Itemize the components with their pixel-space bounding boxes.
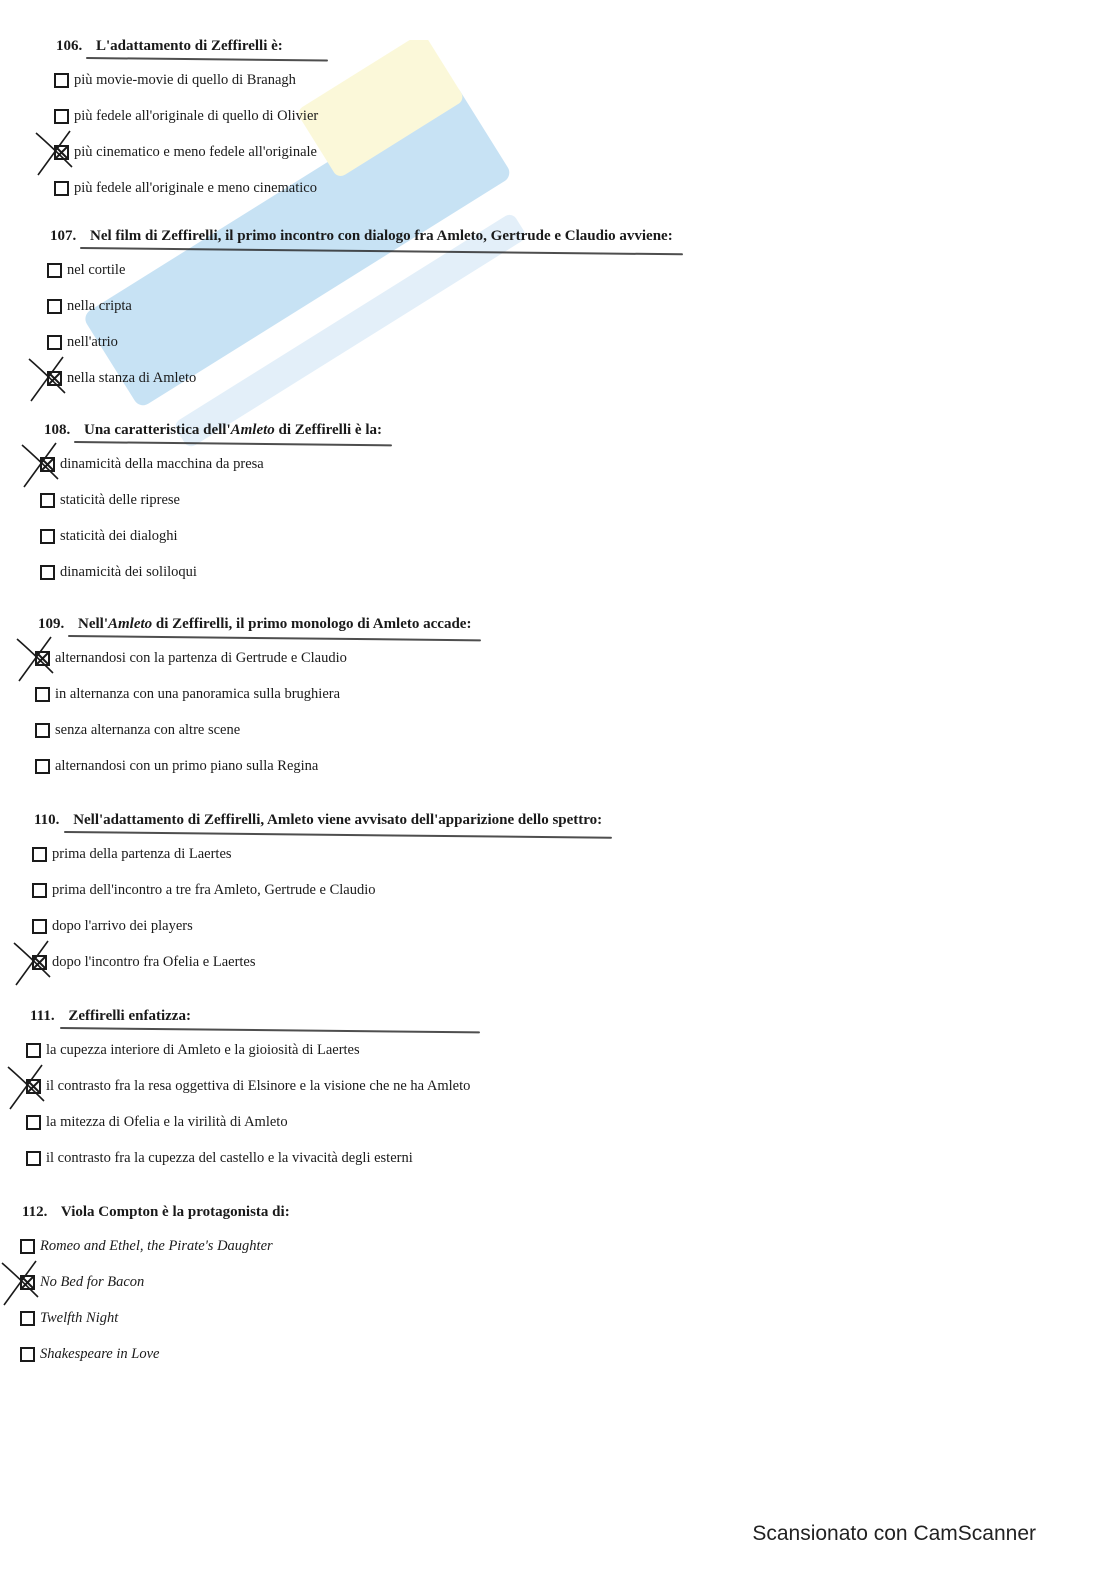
- option-item[interactable]: [54, 177, 318, 199]
- option-label: dinamicità dei soliloqui: [60, 563, 197, 580]
- question-title: [56, 38, 318, 55]
- option-label: il contrasto fra la cupezza del castello e la vivacità degli esterni: [46, 1149, 413, 1166]
- checkbox[interactable]: [47, 299, 62, 314]
- checkbox-checked[interactable]: [32, 955, 47, 970]
- option-item[interactable]: [54, 105, 318, 127]
- option-item[interactable]: [54, 141, 318, 163]
- options-list: [47, 259, 673, 389]
- question-109: [38, 616, 471, 791]
- option-item[interactable]: [35, 647, 471, 669]
- question-111: [30, 1008, 470, 1183]
- option-item[interactable]: [35, 683, 471, 705]
- checkbox[interactable]: [32, 883, 47, 898]
- options-list: [20, 1235, 290, 1365]
- option-item[interactable]: [35, 719, 471, 741]
- checkbox[interactable]: [32, 847, 47, 862]
- option-label: alternandosi con la partenza di Gertrude e Claudio: [55, 649, 347, 666]
- option-label: senza alternanza con altre scene: [55, 721, 241, 738]
- option-item[interactable]: [40, 489, 382, 511]
- option-item[interactable]: [32, 915, 602, 937]
- question-number: 107.: [50, 228, 77, 244]
- checkbox[interactable]: [32, 919, 47, 934]
- pen-underline: [68, 635, 481, 641]
- option-item[interactable]: [47, 331, 673, 353]
- option-item[interactable]: [47, 259, 673, 281]
- option-label: nel cortile: [67, 261, 126, 278]
- question-number: 106.: [56, 38, 83, 54]
- option-item[interactable]: [54, 69, 318, 91]
- checkbox[interactable]: [35, 687, 50, 702]
- options-list: [54, 69, 318, 199]
- question-110: [34, 812, 602, 987]
- option-label: Shakespeare in Love: [40, 1345, 160, 1362]
- option-label: Twelfth Night: [40, 1309, 119, 1326]
- checkbox[interactable]: [20, 1347, 35, 1362]
- option-item[interactable]: [47, 367, 673, 389]
- option-label: alternandosi con un primo piano sulla Regina: [55, 757, 319, 774]
- option-item[interactable]: [26, 1147, 470, 1169]
- checkbox-checked[interactable]: [40, 457, 55, 472]
- option-item[interactable]: [26, 1039, 470, 1061]
- option-label: dinamicità della macchina da presa: [60, 455, 264, 472]
- options-list: [26, 1039, 470, 1169]
- option-label: più movie-movie di quello di Branagh: [74, 71, 296, 88]
- option-item[interactable]: [35, 755, 471, 777]
- question-number: 108.: [44, 422, 71, 438]
- option-label: nella stanza di Amleto: [67, 369, 197, 386]
- title-text-italic: Amleto: [108, 616, 153, 632]
- option-item[interactable]: [40, 453, 382, 475]
- option-label: dopo l'incontro fra Ofelia e Laertes: [52, 953, 256, 970]
- question-number: 111.: [30, 1008, 55, 1024]
- question-title: [50, 228, 673, 245]
- checkbox[interactable]: [26, 1115, 41, 1130]
- title-text: Nell'adattamento di Zeffirelli, Amleto viene avvisato dell'apparizione dello spettro:: [73, 812, 603, 828]
- option-label: più cinematico e meno fedele all'originale: [74, 143, 317, 160]
- question-112: [22, 1204, 290, 1379]
- option-item[interactable]: [20, 1235, 290, 1257]
- question-title: [34, 812, 602, 829]
- x-mark-icon: [32, 955, 47, 970]
- checkbox[interactable]: [47, 335, 62, 350]
- option-label: la cupezza interiore di Amleto e la gioiosità di Laertes: [46, 1041, 360, 1058]
- x-mark-icon: [26, 1079, 41, 1094]
- question-title: [44, 422, 382, 439]
- checkbox-checked[interactable]: [20, 1275, 35, 1290]
- x-mark-icon: [54, 145, 69, 160]
- question-title: [38, 616, 471, 633]
- option-item[interactable]: [32, 951, 602, 973]
- x-mark-icon: [20, 1275, 35, 1290]
- question-108: [44, 422, 382, 597]
- question-number: 112.: [22, 1204, 48, 1220]
- option-label: staticità dei dialoghi: [60, 527, 178, 544]
- checkbox-checked[interactable]: [35, 651, 50, 666]
- checkbox[interactable]: [40, 493, 55, 508]
- option-label: nella cripta: [67, 297, 132, 314]
- option-label: la mitezza di Ofelia e la virilità di Amleto: [46, 1113, 288, 1130]
- pen-underline: [64, 831, 612, 839]
- checkbox-checked[interactable]: [54, 145, 69, 160]
- option-label: Romeo and Ethel, the Pirate's Daughter: [40, 1237, 273, 1254]
- option-label: più fedele all'originale e meno cinematico: [74, 179, 317, 196]
- option-label: prima dell'incontro a tre fra Amleto, Gertrude e Claudio: [52, 881, 376, 898]
- checkbox[interactable]: [40, 565, 55, 580]
- option-label: staticità delle riprese: [60, 491, 180, 508]
- question-number: 109.: [38, 616, 65, 632]
- checkbox[interactable]: [54, 181, 69, 196]
- checkbox[interactable]: [26, 1043, 41, 1058]
- pen-underline: [80, 247, 683, 255]
- option-label: dopo l'arrivo dei players: [52, 917, 193, 934]
- option-item[interactable]: [40, 525, 382, 547]
- option-label: No Bed for Bacon: [40, 1273, 145, 1290]
- checkbox[interactable]: [20, 1239, 35, 1254]
- option-item[interactable]: [20, 1271, 290, 1293]
- option-item[interactable]: [20, 1307, 290, 1329]
- checkbox[interactable]: [54, 73, 69, 88]
- question-106: [56, 38, 318, 213]
- question-title: [22, 1204, 290, 1221]
- checkbox[interactable]: [47, 263, 62, 278]
- checkbox[interactable]: [20, 1311, 35, 1326]
- title-text: Viola Compton è la protagonista di:: [60, 1204, 290, 1220]
- checkbox[interactable]: [35, 759, 50, 774]
- option-label: nell'atrio: [67, 333, 118, 350]
- option-item[interactable]: [32, 879, 602, 901]
- option-label: il contrasto fra la resa oggettiva di Elsinore e la visione che ne ha Amleto: [46, 1077, 471, 1094]
- option-item[interactable]: [32, 843, 602, 865]
- options-list: [35, 647, 471, 777]
- options-list: [40, 453, 382, 583]
- title-text: Nel film di Zeffirelli, il primo incontro con dialogo fra Amleto, Gertrude e Claudio avviene:: [90, 228, 673, 244]
- option-item[interactable]: [26, 1075, 470, 1097]
- question-title: [30, 1008, 470, 1025]
- option-item[interactable]: [20, 1343, 290, 1365]
- title-text-italic: Amleto: [230, 422, 275, 438]
- title-text: Zeffirelli enfatizza:: [68, 1008, 191, 1024]
- checkbox[interactable]: [54, 109, 69, 124]
- pen-underline: [86, 57, 328, 62]
- pen-underline: [74, 441, 392, 446]
- option-item[interactable]: [26, 1111, 470, 1133]
- title-text: Una caratteristica dell': [84, 422, 231, 438]
- option-label: prima della partenza di Laertes: [52, 845, 232, 862]
- x-mark-icon: [47, 371, 62, 386]
- option-item[interactable]: [40, 561, 382, 583]
- x-mark-icon: [35, 651, 50, 666]
- title-text: Nell': [78, 616, 108, 632]
- question-107: [50, 228, 673, 403]
- checkbox-checked[interactable]: [26, 1079, 41, 1094]
- title-text: L'adattamento di Zeffirelli è:: [96, 38, 283, 54]
- x-mark-icon: [40, 457, 55, 472]
- option-label: più fedele all'originale di quello di Olivier: [74, 107, 319, 124]
- option-item[interactable]: [47, 295, 673, 317]
- question-number: 110.: [34, 812, 60, 828]
- scanner-footer-label: Scansionato con CamScanner: [752, 1522, 1036, 1545]
- options-list: [32, 843, 602, 973]
- checkbox[interactable]: [26, 1151, 41, 1166]
- checkbox[interactable]: [40, 529, 55, 544]
- title-text: di Zeffirelli, il primo monologo di Amleto accade:: [152, 616, 472, 632]
- title-text: di Zeffirelli è la:: [274, 422, 382, 438]
- pen-underline: [60, 1027, 480, 1033]
- checkbox-checked[interactable]: [47, 371, 62, 386]
- option-label: in alternanza con una panoramica sulla brughiera: [55, 685, 341, 702]
- checkbox[interactable]: [35, 723, 50, 738]
